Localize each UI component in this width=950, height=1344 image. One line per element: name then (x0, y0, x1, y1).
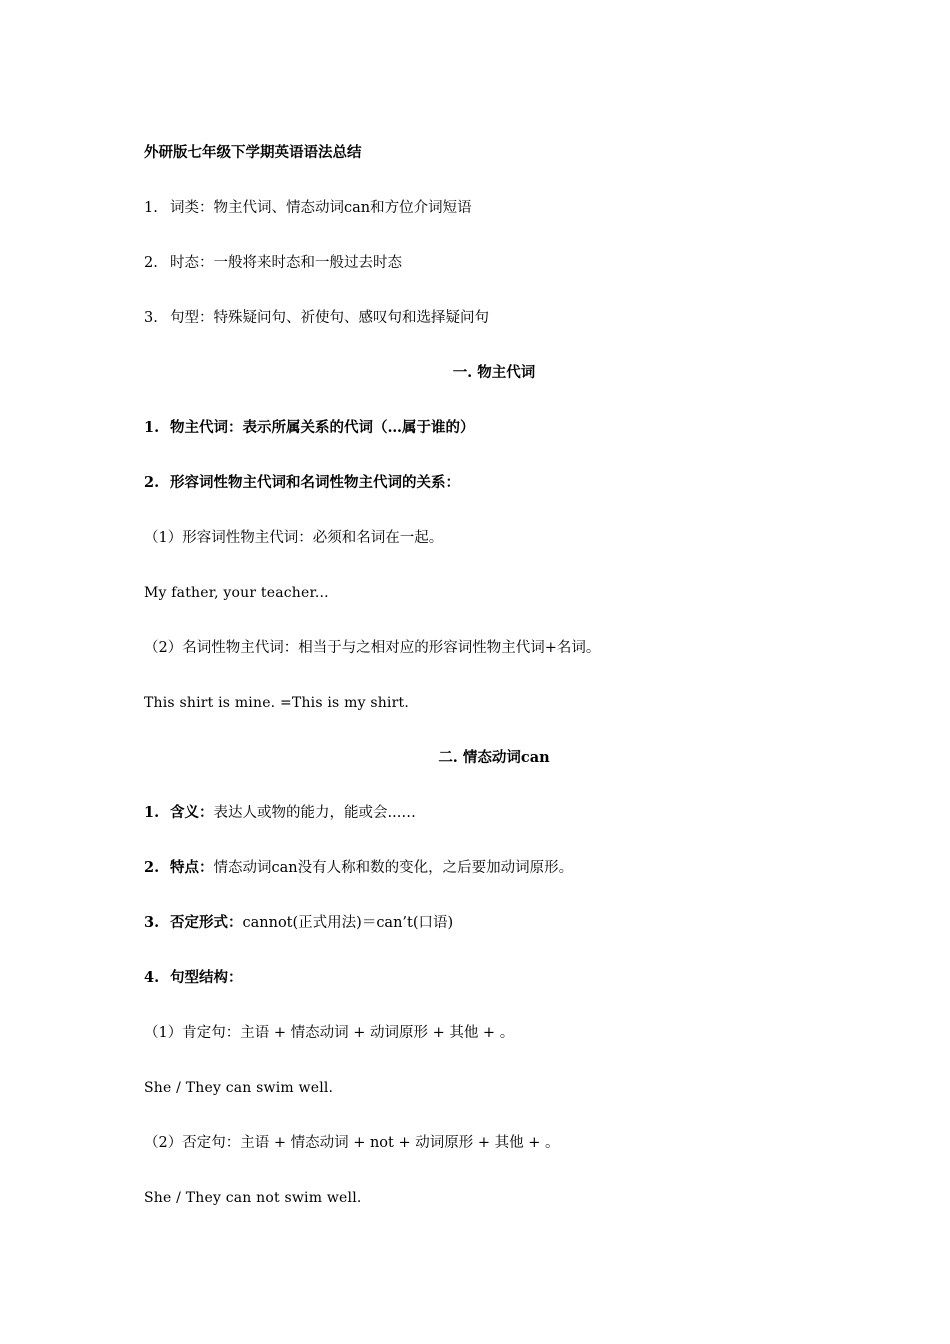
document-title: 外研版七年级下学期英语语法总结 (144, 144, 362, 161)
section1-example-2: This shirt is mine. =This is my shirt. (144, 695, 409, 711)
overview-item-2 (144, 253, 844, 273)
section1-item-2 (144, 473, 844, 493)
section2-heading: 二. 情态动词can (438, 749, 550, 766)
overview-item-1 (144, 198, 844, 218)
section1-sub-2: （2）名词性物主代词：相当于与之相对应的形容词性物主代词+名词。 (144, 640, 601, 656)
section2-item-1-num: 1. (144, 804, 160, 821)
overview-item-2-text: 时态：一般将来时态和一般过去时态 (170, 255, 402, 271)
section1-item-1 (144, 418, 844, 438)
section2-sub-1: （1）肯定句：主语 + 情态动词 + 动词原形 + 其他 + 。 (144, 1025, 515, 1041)
overview-item-1-num: 1. (144, 200, 158, 216)
section2-item-4-text: 句型结构： (170, 969, 243, 986)
section2-item-3 (144, 913, 844, 933)
section1-heading: 一. 物主代词 (452, 364, 536, 381)
overview-item-3-num: 3. (144, 310, 158, 326)
section1-item-2-text: 形容词性物主代词和名词性物主代词的关系： (170, 474, 460, 491)
overview-item-2-num: 2. (144, 255, 158, 271)
section2-item-4 (144, 968, 844, 988)
section1-item-2-num: 2. (144, 474, 160, 491)
overview-item-1-text: 词类：物主代词、情态动词can和方位介词短语 (170, 200, 472, 216)
section2-sub-2: （2）否定句：主语 + 情态动词 + not + 动词原形 + 其他 + 。 (144, 1135, 560, 1151)
section2-example-2: She / They can not swim well. (144, 1190, 362, 1206)
section2-item-3-text: cannot(正式用法)＝can’t(口语) (242, 915, 454, 931)
section2-item-2-label: 特点： (170, 859, 214, 876)
overview-item-3 (144, 308, 844, 328)
overview-item-3-text: 句型：特殊疑问句、祈使句、感叹句和选择疑问句 (170, 310, 489, 326)
section2-item-2 (144, 858, 844, 878)
section2-item-2-text: 情态动词can没有人称和数的变化，之后要加动词原形。 (213, 860, 574, 876)
section2-item-1 (144, 803, 844, 823)
section2-item-1-text: 表达人或物的能力，能或会...… (213, 805, 416, 821)
section2-item-2-num: 2. (144, 859, 160, 876)
section2-item-1-label: 含义： (170, 804, 214, 821)
section1-sub-1: （1）形容词性物主代词：必须和名词在一起。 (144, 530, 444, 546)
section1-item-1-num: 1. (144, 419, 160, 436)
section1-example-1: My father, your teacher... (144, 585, 329, 601)
section2-item-3-label: 否定形式： (170, 914, 243, 931)
section2-item-4-num: 4. (144, 969, 160, 986)
section1-item-1-text: 物主代词：表示所属关系的代词（…属于谁的） (170, 419, 475, 436)
section2-example-1: She / They can swim well. (144, 1080, 334, 1096)
section2-item-3-num: 3. (144, 914, 160, 931)
